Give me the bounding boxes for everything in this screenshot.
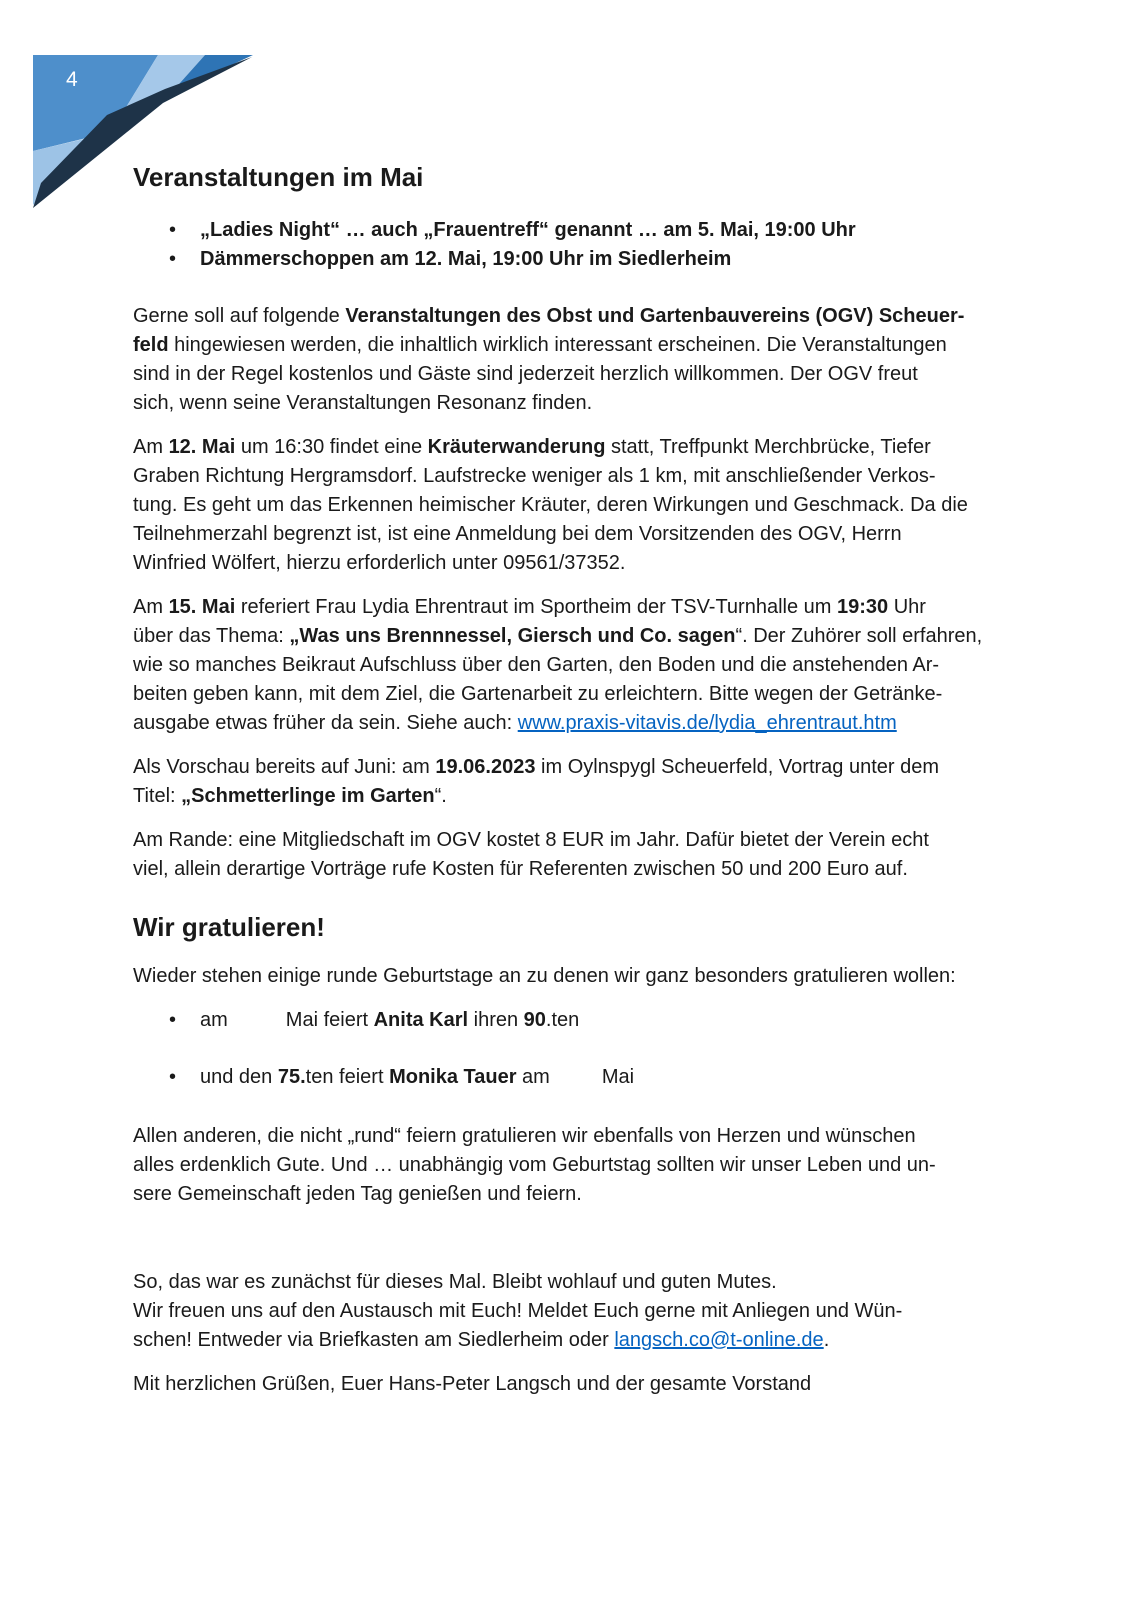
text-run: alles erdenklich Gute. Und … unabhängig vom Geburtstag sollten wir unser Leben und un- <box>133 1154 936 1176</box>
hyperlink[interactable]: langsch.co@t-online.de <box>614 1329 824 1351</box>
text-run: im Oylnspygl Scheuerfeld, Vortrag unter dem <box>535 756 940 778</box>
bullet-list <box>133 1006 1053 1092</box>
text-run: „Ladies Night“ … auch „Frauentreff“ genannt … am 5. Mai, 19:00 Uhr <box>200 219 856 241</box>
bullet-text <box>200 216 856 245</box>
text-run: “. <box>434 785 447 807</box>
text-run: am <box>516 1066 550 1088</box>
bullet-item <box>133 1063 1053 1092</box>
text-run: Winfried Wölfert, hierzu erforderlich unter 09561/37352. <box>133 552 626 574</box>
text-run: Veranstaltungen des Obst und Gartenbauvereins (OGV) Scheuer- <box>345 305 965 327</box>
text-run: hingewiesen werden, die inhaltlich wirklich interessant erscheinen. Die Veranstaltungen <box>168 334 947 356</box>
text-run: Am Rande: eine Mitgliedschaft im OGV kostet 8 EUR im Jahr. Dafür bietet der Verein echt <box>133 829 929 851</box>
text-run: über das Thema: <box>133 625 290 647</box>
text-run: Dämmerschoppen am 12. Mai, 19:00 Uhr im Siedlerheim <box>200 248 732 270</box>
hyperlink[interactable]: www.praxis-vitavis.de/lydia_ehrentraut.htm <box>517 712 897 734</box>
bullet-marker-icon: • <box>169 1009 177 1031</box>
bullet-item <box>133 1006 1053 1035</box>
text-run: 75. <box>277 1066 306 1088</box>
text-run: Wieder stehen einige runde Geburtstage an zu denen wir ganz besonders gratulieren wollen: <box>133 965 956 987</box>
text-run: wie so manches Beikraut Aufschluss über den Garten, den Boden und die anstehenden Ar- <box>133 654 940 676</box>
text-run: sere Gemeinschaft jeden Tag genießen und feiern. <box>133 1183 582 1205</box>
text-run: um 16:30 findet eine <box>235 436 428 458</box>
text-run: feld <box>133 334 169 356</box>
redacted-gap <box>550 1082 602 1083</box>
text-run: 19:30 <box>837 596 889 618</box>
paragraph <box>133 753 1053 811</box>
text-run: sich, wenn seine Veranstaltungen Resonanz finden. <box>133 392 593 414</box>
text-run: tung. Es geht um das Erkennen heimischer Kräuter, deren Wirkungen und Geschmack. Da die <box>133 494 968 516</box>
text-run: Wir freuen uns auf den Austausch mit Euch! Meldet Euch gerne mit Anliegen und Wün- <box>133 1300 903 1322</box>
vertical-spacer <box>133 1224 1053 1268</box>
text-run: Teilnehmerzahl begrenzt ist, ist eine Anmeldung bei dem Vorsitzenden des OGV, Herrn <box>133 523 902 545</box>
text-run: Monika Tauer <box>389 1066 517 1088</box>
bullet-text <box>200 1063 634 1092</box>
paragraph <box>133 433 1053 578</box>
paragraph <box>133 593 1053 738</box>
text-run: Als Vorschau bereits auf Juni: am <box>133 756 436 778</box>
text-run: „Was uns Brennnessel, Giersch und Co. sagen <box>289 625 736 647</box>
text-run: Anita Karl <box>373 1009 469 1031</box>
text-run: schen! Entweder via Briefkasten am Siedlerheim oder <box>133 1329 615 1351</box>
paragraph <box>133 962 1053 991</box>
text-run: Allen anderen, die nicht „rund“ feiern gratulieren wir ebenfalls von Herzen und wünschen <box>133 1125 916 1147</box>
text-run: Mai feiert <box>285 1009 374 1031</box>
paragraph <box>133 1122 1053 1209</box>
text-run: Mit herzlichen Grüßen, Euer Hans-Peter Langsch und der gesamte Vorstand <box>133 1373 812 1395</box>
bullet-marker-icon: • <box>169 1066 177 1088</box>
text-run: referiert Frau Lydia Ehrentraut im Sportheim der TSV-Turnhalle um <box>235 596 837 618</box>
text-run: 19.06.2023 <box>435 756 536 778</box>
text-run: So, das war es zunächst für dieses Mal. Bleibt wohlauf und guten Mutes. <box>133 1271 777 1293</box>
paragraph <box>133 302 1053 418</box>
text-run: beiten geben kann, mit dem Ziel, die Gartenarbeit zu erleichtern. Bitte wegen der Getränke- <box>133 683 943 705</box>
text-run: am <box>200 1009 228 1031</box>
text-run: statt, Treffpunkt Merchbrücke, Tiefer <box>605 436 931 458</box>
text-run: ausgabe etwas früher da sein. Siehe auch: <box>133 712 518 734</box>
section-heading: Veranstaltungen im Mai <box>133 162 424 192</box>
document-content <box>133 160 1053 1414</box>
text-run: Titel: <box>133 785 182 807</box>
bullet-list <box>133 216 1053 274</box>
bullet-item <box>133 216 1053 245</box>
text-run: und den <box>200 1066 278 1088</box>
bullet-marker-icon: • <box>169 248 177 270</box>
text-run: Kräuterwanderung <box>427 436 606 458</box>
text-run: 90 <box>523 1009 546 1031</box>
text-run: Mai <box>601 1066 635 1088</box>
text-run: Am <box>133 596 169 618</box>
text-run: Uhr <box>888 596 926 618</box>
text-run: Graben Richtung Hergramsdorf. Laufstrecke weniger als 1 km, mit anschließender Verkos- <box>133 465 936 487</box>
text-run: Gerne soll auf folgende <box>133 305 346 327</box>
paragraph <box>133 826 1053 884</box>
text-run: “. Der Zuhörer soll erfahren, <box>735 625 983 647</box>
redacted-gap <box>228 1025 286 1026</box>
text-run: 12. Mai <box>168 436 236 458</box>
text-run: . <box>823 1329 830 1351</box>
text-run: ten feiert <box>305 1066 390 1088</box>
bullet-item <box>133 245 1053 274</box>
page-number: 4 <box>66 68 78 91</box>
text-run: sind in der Regel kostenlos und Gäste sind jederzeit herzlich willkommen. Der OGV freut <box>133 363 918 385</box>
bullet-text <box>200 1006 579 1035</box>
text-run: Am <box>133 436 169 458</box>
paragraph <box>133 1268 1053 1355</box>
text-run: 15. Mai <box>168 596 236 618</box>
bullet-text <box>200 245 731 274</box>
bullet-marker-icon: • <box>169 219 177 241</box>
text-run: ihren <box>468 1009 524 1031</box>
text-run: viel, allein derartige Vorträge rufe Kosten für Referenten zwischen 50 und 200 Euro auf. <box>133 858 908 880</box>
text-run: „Schmetterlinge im Garten <box>181 785 435 807</box>
paragraph <box>133 1370 1053 1399</box>
text-run: .ten <box>545 1009 580 1031</box>
section-heading: Wir gratulieren! <box>133 912 325 942</box>
